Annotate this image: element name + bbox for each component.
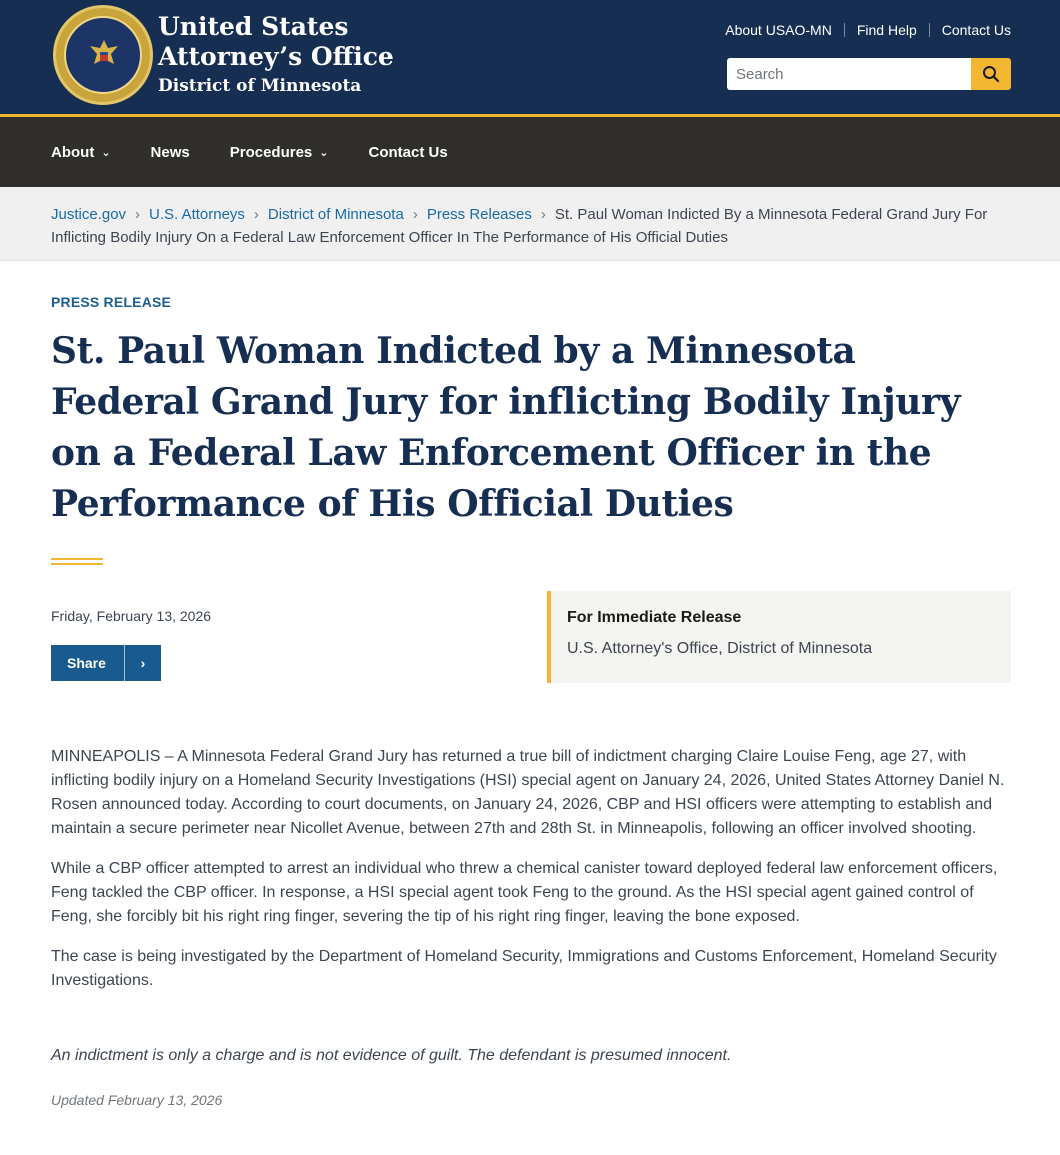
site-header: [0, 0, 1060, 117]
main-nav: [0, 117, 1060, 187]
breadcrumb-current: St. Paul Woman Indicted By a Minnesota Federal Grand Jury For Inflicting Bodily Injury On a Federal Law Enforcement Officer In The Performance of His Official Duties: [51, 206, 988, 246]
chevron-right-icon: ›: [540, 206, 546, 223]
share-label: Share: [67, 655, 106, 671]
chevron-down-icon: ⌄: [101, 146, 111, 159]
chevron-right-icon: ›: [412, 206, 418, 223]
nav-item-about[interactable]: [51, 144, 111, 161]
breadcrumb-link-justice[interactable]: Justice.gov: [51, 206, 127, 223]
search-form: [727, 58, 1011, 90]
nav-item-procedures[interactable]: [230, 144, 329, 161]
eagle-icon: [84, 34, 124, 74]
find-help-link[interactable]: Find Help: [856, 22, 917, 38]
release-office: U.S. Attorney's Office, District of Minnesota: [567, 640, 873, 657]
article-paragraph: The case is being investigated by the Department of Homeland Security, Immigrations and Customs Enforcement, Homeland Security Investigations.: [51, 948, 997, 989]
chevron-down-icon: ⌄: [319, 146, 329, 159]
article: [0, 294, 1060, 1108]
article-paragraph: While a CBP officer attempted to arrest an individual who threw a chemical canister toward deployed federal law enforcement officers, Feng tackled the CBP officer. In response, a HSI special agent took Feng to the ground. As the HSI special agent gained control of Feng, she forcibly bit his right ring finger, severing the tip of his right ring finger, leaving the bone exposed.: [51, 860, 998, 925]
article-date: Friday, February 13, 2026: [51, 608, 212, 624]
util-divider: [844, 23, 845, 37]
util-divider: [929, 23, 930, 37]
chevron-right-icon: ›: [253, 206, 259, 223]
page-title: St. Paul Woman Indicted by a Minnesota Federal Grand Jury for inflicting Bodily Injury on a Federal Law Enforcement Officer in the Performance of His Official Duties: [51, 330, 961, 525]
search-icon: [982, 65, 1000, 83]
release-title: For Immediate Release: [567, 609, 742, 626]
chevron-right-icon: ›: [140, 655, 146, 671]
title-divider: [51, 558, 103, 565]
nav-label: About: [51, 143, 95, 161]
updated-date: Updated February 13, 2026: [51, 1092, 223, 1108]
release-info-box: [547, 591, 1011, 683]
disclaimer: An indictment is only a charge and is not evidence of guilt. The defendant is presumed innocent.: [51, 1047, 732, 1064]
breadcrumb: [0, 187, 1060, 261]
article-kicker: PRESS RELEASE: [51, 294, 172, 310]
nav-label: News: [150, 143, 190, 161]
nav-item-contact-us[interactable]: [369, 144, 448, 161]
brand-line-3: District of Minnesota: [158, 76, 362, 96]
search-button[interactable]: [971, 58, 1011, 90]
nav-label: Contact Us: [368, 143, 448, 161]
doj-seal-icon[interactable]: [53, 5, 153, 105]
share-button[interactable]: [51, 645, 161, 681]
article-body: [51, 745, 1011, 993]
about-usao-link[interactable]: About USAO-MN: [725, 22, 832, 38]
article-meta: [51, 591, 1009, 683]
chevron-right-icon: ›: [135, 206, 141, 223]
brand-line-1: United States: [158, 12, 349, 41]
share-divider: [124, 645, 125, 681]
site-brand[interactable]: [158, 12, 394, 99]
contact-us-link[interactable]: Contact Us: [941, 22, 1011, 38]
article-paragraph: MINNEAPOLIS – A Minnesota Federal Grand Jury has returned a true bill of indictment charging Claire Louise Feng, age 27, with inflicting bodily injury on a Homeland Security Investigations (HSI) special agent on January 24, 2026, United States Attorney Daniel N. Rosen announced today. According to court documents, on January 24, 2026, CBP and HSI officers were attempting to establish and maintain a secure perimeter near Nicollet Avenue, between 27th and 28th St. in Minneapolis, following an officer involved shooting.: [51, 748, 1005, 837]
breadcrumb-link-press-releases[interactable]: Press Releases: [426, 206, 532, 223]
utility-links: [725, 22, 1011, 38]
breadcrumb-link-us-attorneys[interactable]: U.S. Attorneys: [149, 206, 245, 223]
nav-item-news[interactable]: [151, 144, 190, 161]
nav-label: Procedures: [229, 143, 313, 161]
breadcrumb-link-district[interactable]: District of Minnesota: [267, 206, 404, 223]
seal-inner: [64, 16, 142, 94]
search-input[interactable]: [727, 58, 971, 90]
brand-line-2: Attorney’s Office: [158, 42, 394, 71]
